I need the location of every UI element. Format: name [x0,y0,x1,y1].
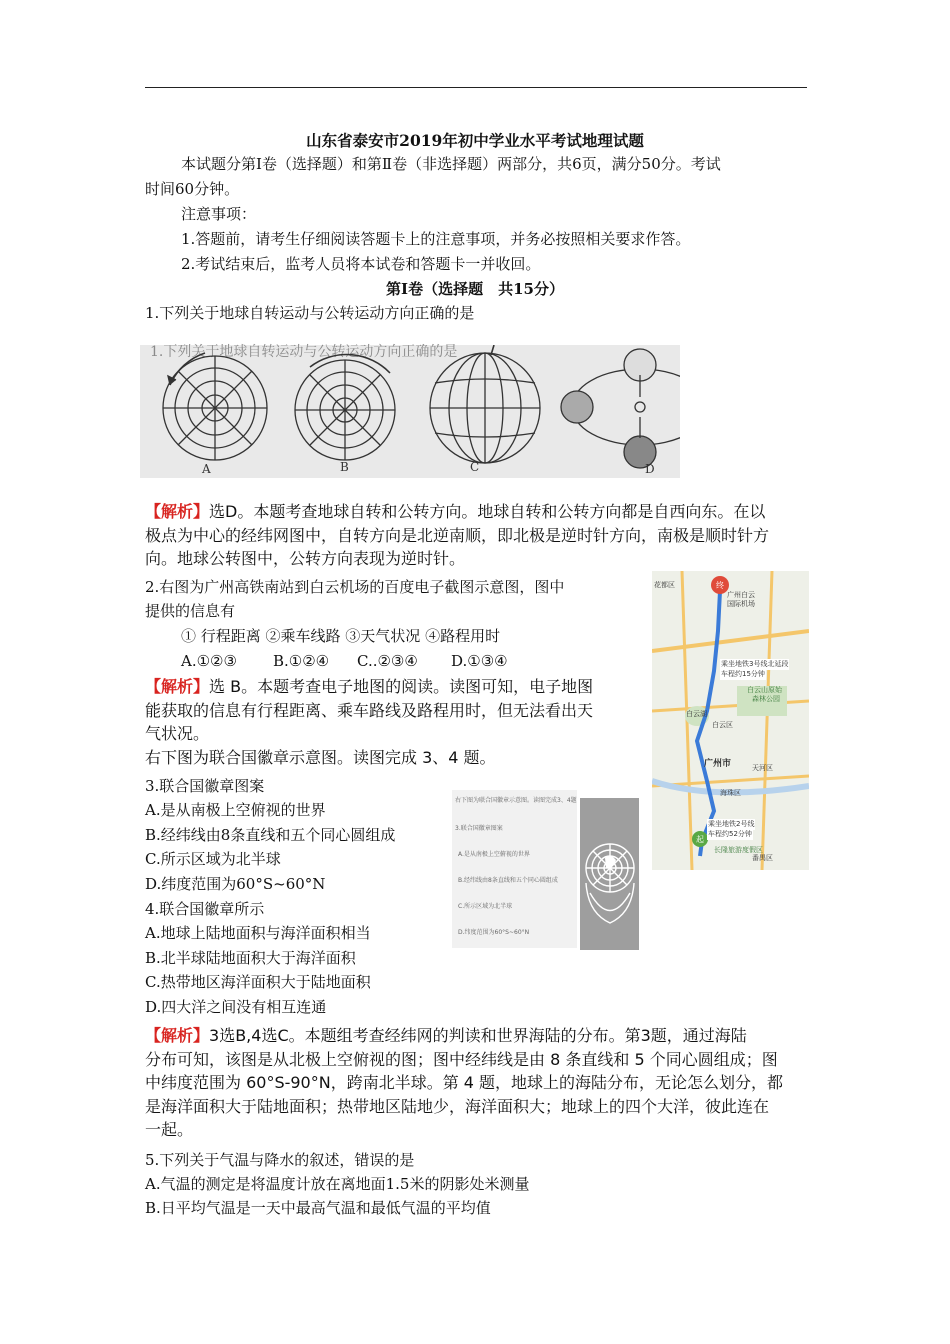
intro-line-2: 时间60分钟。 [145,180,240,198]
q3-option-c: C.所示区域为北半球 [145,850,281,868]
q2-line-2: 提供的信息有 [145,602,236,620]
page-title: 山东省泰安市2019年初中学业水平考试地理试题 [306,131,644,150]
orbit-d-icon [561,349,680,468]
q2-option-d: D.①③④ [451,652,508,670]
q1-label-a: A [202,462,211,476]
q1-label-b: B [340,460,349,474]
q1-figure-caption: 1.下列关于地球自转运动与公转运动方向正确的是 [150,344,458,360]
q2-option-b: B.①②④ [273,652,330,670]
section-title: 第Ⅰ卷（选择题 共15分） [386,280,564,298]
q3-option-d: D.纬度范围为60°S~60°N [145,875,326,893]
q1-globes-graphic [140,345,680,478]
globe-a-icon [163,353,267,460]
q5-stem: 5.下列关于气温与降水的叙述，错误的是 [145,1151,415,1169]
map-end-pin: 终 [716,581,724,590]
globe-b-icon [295,354,395,460]
q4-option-c: C.热带地区海洋面积大于陆地面积 [145,973,371,991]
analysis-1: 【解析】选D。本题考查地球自转和公转方向。地球自转和公转方向都是自西向东。在以 极点为中心的经纬网图中，自转方向是北逆南顺，即北极是逆时针方向，南极是顺时针方 向。地球公转图中，公转方向表现为逆时针。 [145,502,770,568]
notice-title: 注意事项： [181,205,257,223]
intro-34: 右下图为联合国徽章示意图。读图完成 3、4 题。 [145,747,496,767]
q2-option-c: C..②③④ [357,652,418,670]
analysis-tag: 【解析】 [145,502,210,521]
globe-c-icon [430,345,540,463]
q5-option-b: B.日平均气温是一天中最高气温和最低气温的平均值 [145,1199,491,1217]
q2-items: ① 行程距离 ②乘车线路 ③天气状况 ④路程用时 [181,627,501,645]
un-emblem [580,798,639,950]
analysis-34: 【解析】3选B,4选C。本题组考查经纬网的判读和世界海陆的分布。第3题，通过海陆 分布可知，该图是从北极上空俯视的图；图中经纬线是由 8 条直线和 5 个同心圆组成；图 中纬度范围为 60°S-90°N，跨南北半球。第 4 题，地球上的海陆分布，无论怎么划分，都 是海洋面积大于陆地面积；热带地区陆地少，海洋面积大；地球上的四个大洋，彼此连在 一起。 [145,1026,784,1139]
q4-option-a: A.地球上陆地面积与海洋面积相当 [145,924,371,942]
q5-option-a: A.气温的测定是将温度计放在离地面1.5米的阴影处米测量 [145,1175,530,1193]
un-emblem-icon [580,798,639,950]
intro-line-1: 本试题分第Ⅰ卷（选择题）和第Ⅱ卷（非选择题）两部分，共6页，满分50分。考试 [181,155,721,173]
q3-option-b: B.经纬线由8条直线和五个同心圆组成 [145,826,396,844]
map-start-pin: 起 [696,835,704,844]
header-rule [145,87,807,88]
q3-stem: 3.联合国徽章图案 [145,777,265,795]
emblem-page-scan: 右下图为联合国徽章示意图。读图完成3、4题 3.联合国徽章图案 A.是从南极上空俯视的世界 B.经纬线由8条直线和五个同心圆组成 C.所示区域为北半球 D.纬度范围为60°S~60°N [452,790,577,948]
q1-stem: 1.下列关于地球自转运动与公转运动方向正确的是 [145,304,475,322]
analysis-2: 【解析】选 B。本题考查电子地图的阅读。读图可知，电子地图 能获取的信息有行程距离、乘车路线及路程用时，但无法看出天 气状况。 右下图为联合国徽章示意图。读图完成 3、4 题。 [145,675,645,769]
q2-option-a: A.①②③ [181,652,237,670]
q1-figure [140,345,680,478]
q4-stem: 4.联合国徽章所示 [145,900,265,918]
q2-line-1: 2.右图为广州高铁南站到白云机场的百度电子截图示意图，图中 [145,578,565,596]
q1-label-d: D [645,462,655,476]
q3-option-a: A.是从南极上空俯视的世界 [145,801,326,819]
notice-1: 1.答题前，请考生仔细阅读答题卡上的注意事项，并务必按照相关要求作答。 [181,230,691,248]
notice-2: 2.考试结束后，监考人员将本试卷和答题卡一并收回。 [181,255,541,273]
q1-label-c: C [470,460,480,474]
q4-option-b: B.北半球陆地面积大于海洋面积 [145,949,356,967]
q4-option-d: D.四大洋之间没有相互连通 [145,998,327,1016]
baidu-map: 花都区 终 广州白云 国际机场 乘坐地铁3号线北延段 车程约15分钟 白云山原始 森林公园 白云湖 白云区 广州市 天河区 海珠区 乘坐地铁2号线 车程约52分钟 起 长隆旅游度假区 番禺区 [652,571,809,870]
